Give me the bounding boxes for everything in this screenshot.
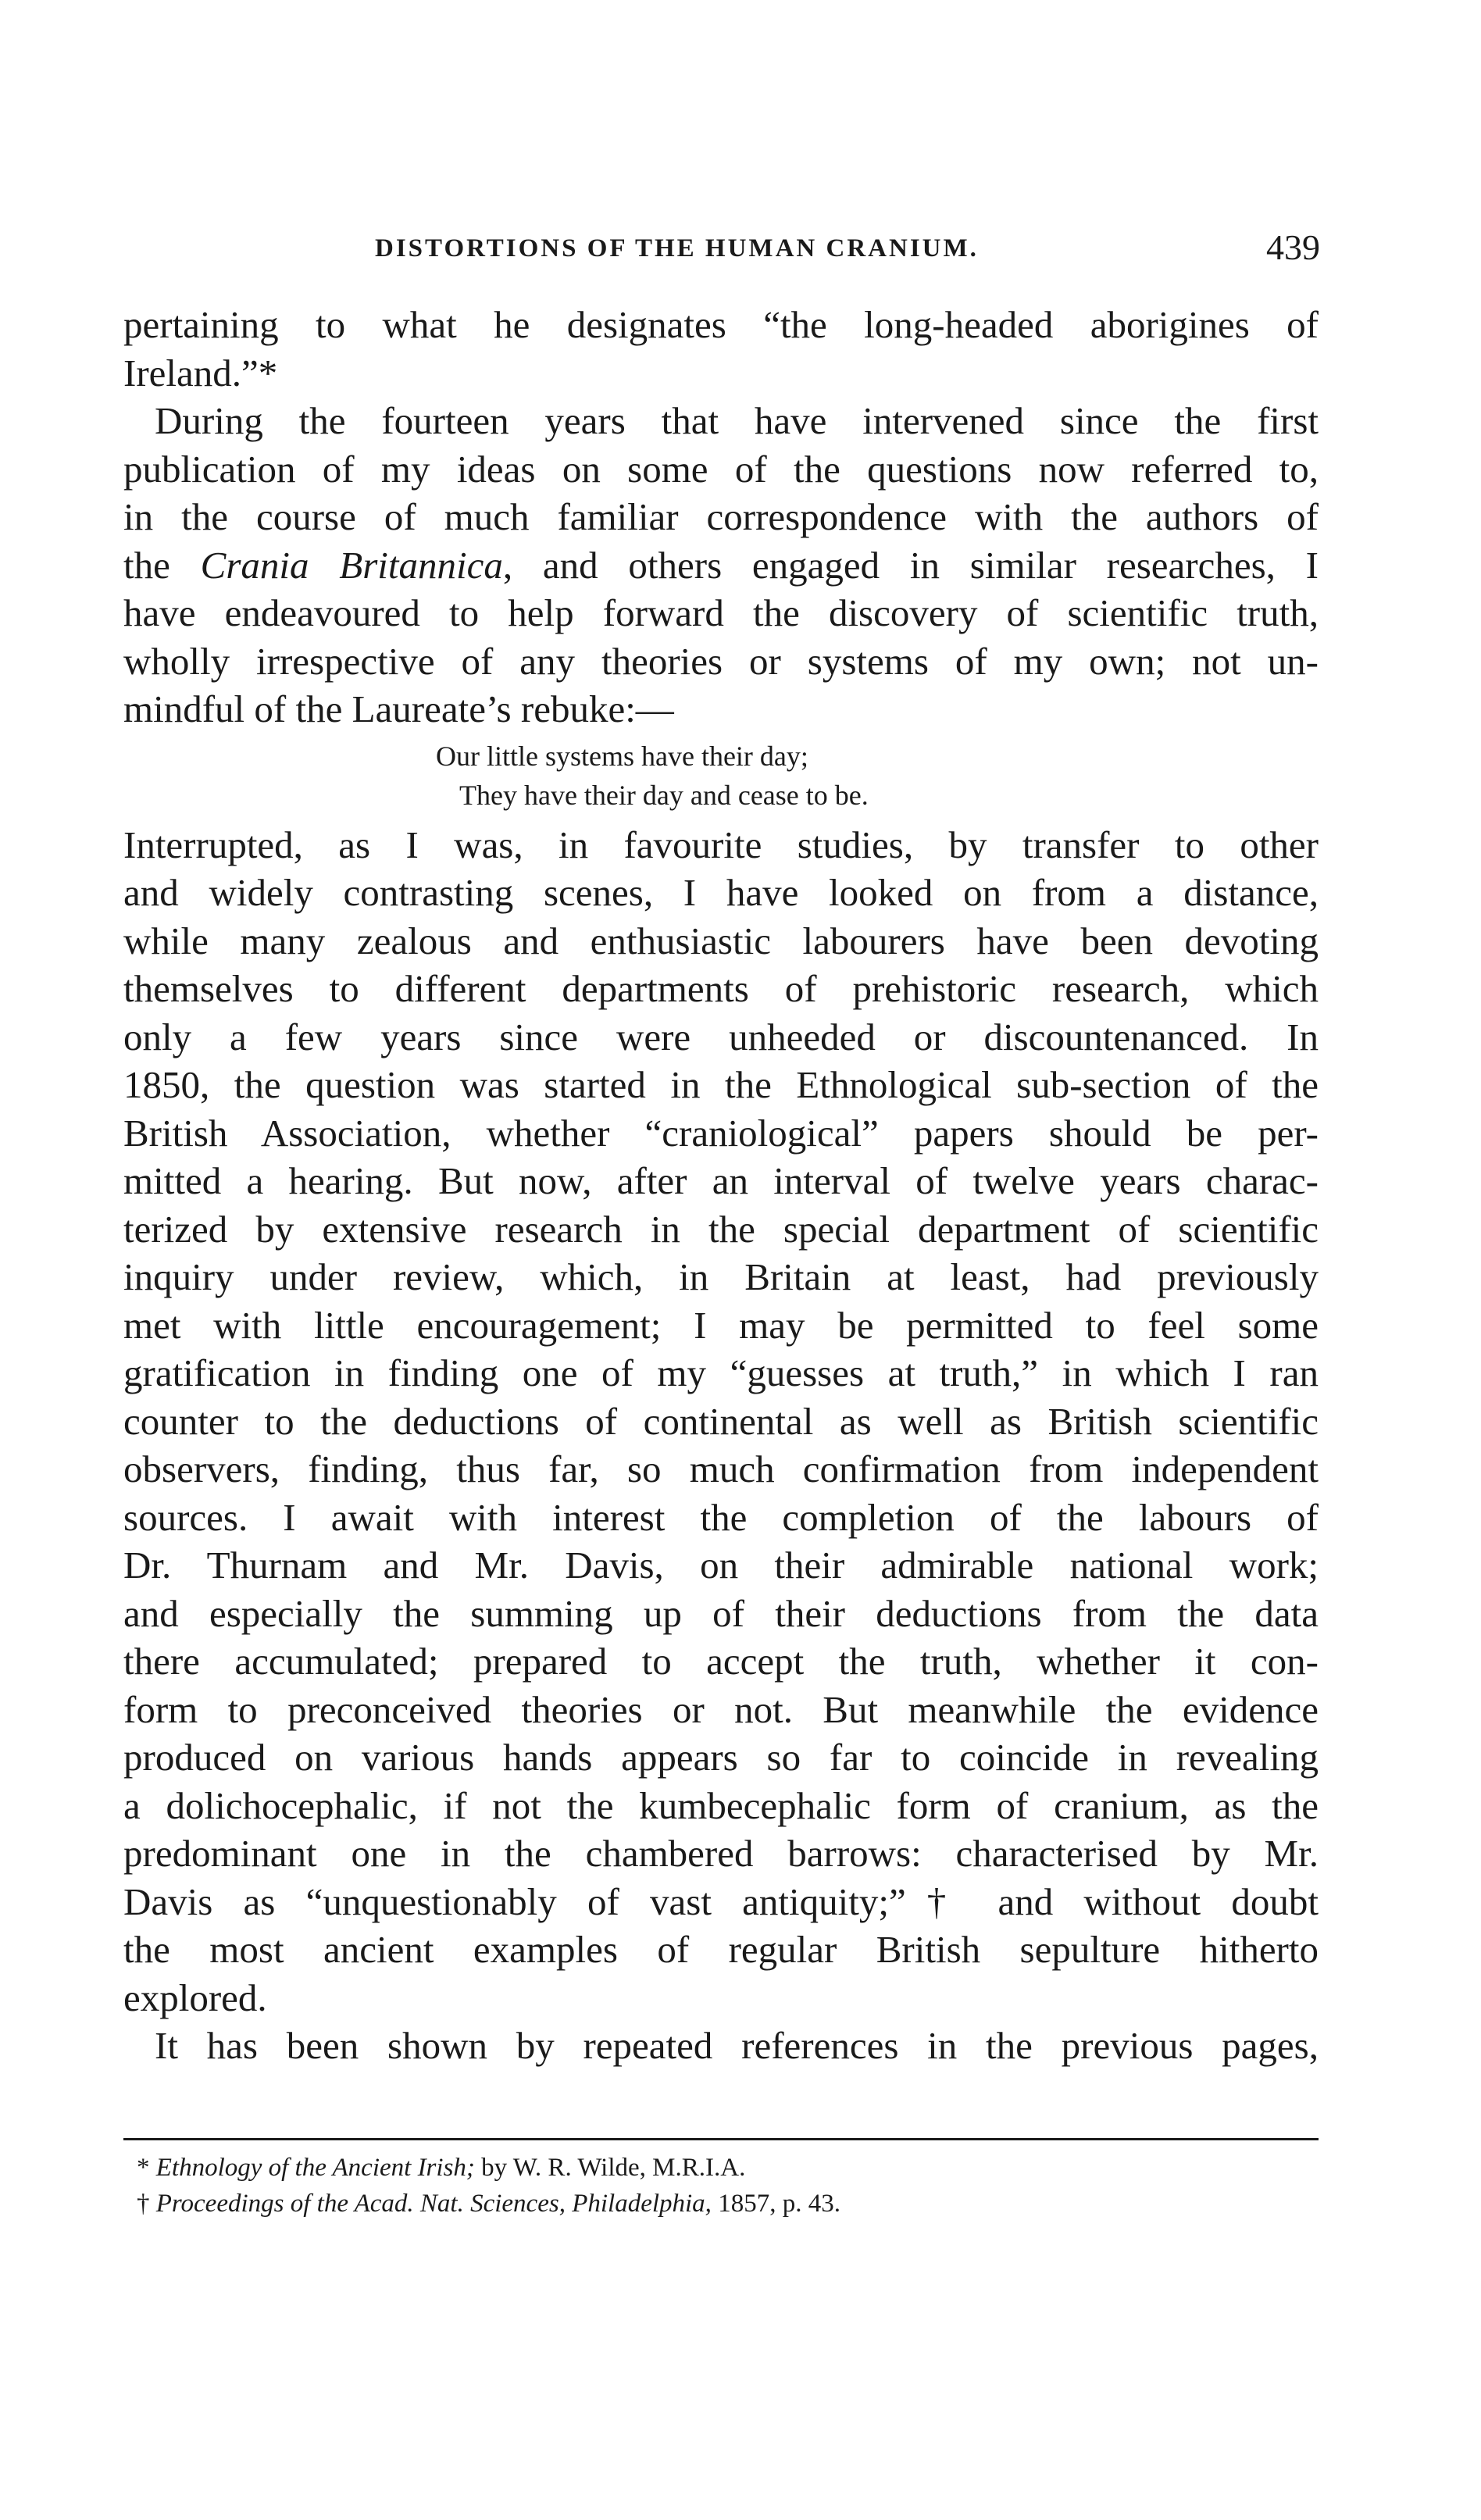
body-text — [123, 301, 1319, 2070]
text-line: Dr. Thurnam and Mr. Davis, on their admirable national work; — [123, 1544, 1319, 1587]
text-line: British Association, whether “craniological” papers should be per- — [123, 1111, 1319, 1155]
verse-line: They have their day and cease to be. — [459, 779, 869, 811]
text-line: gratification in finding one of my “guesses at truth,” in which I ran — [123, 1351, 1319, 1394]
text-line: and widely contrasting scenes, I have looked on from a distance, — [123, 871, 1319, 914]
text-line: there accumulated; prepared to accept the truth, whether it con- — [123, 1640, 1319, 1683]
text-line: mindful of the Laureate’s rebuke:— — [123, 687, 674, 730]
footnote-title: Proceedings of the Acad. Nat. Sciences, Philadelphia, — [155, 2190, 712, 2218]
text-line: only a few years since were unheeded or discountenanced. In — [123, 1015, 1319, 1058]
text-fragment: , and others engaged in similar researches, I — [502, 543, 1319, 587]
text-line: form to preconceived theories or not. But meanwhile the evidence — [123, 1687, 1319, 1731]
text-line-crania — [123, 541, 1319, 590]
text-line: pertaining to what he designates “the long-headed aborigines of — [123, 303, 1319, 346]
text-line: Interrupted, as I was, in favourite studies, by transfer to other — [123, 823, 1319, 866]
text-line: During the fourteen years that have intervened since the first — [155, 399, 1319, 442]
footnote-mark: † — [137, 2190, 150, 2218]
footnote-2 — [137, 2186, 1308, 2222]
text-line: observers, finding, thus far, so much confirmation from independent — [123, 1447, 1319, 1490]
footnote-text: by W. R. Wilde, M.R.I.A. — [474, 2154, 746, 2182]
footnote-1 — [137, 2150, 1308, 2186]
text-line: in the course of much familiar correspondence with the authors of — [123, 495, 1319, 538]
verse-quotation — [123, 737, 1319, 815]
text-line: It has been shown by repeated references in the previous pages, — [155, 2024, 1319, 2067]
footnotes — [137, 2150, 1308, 2222]
text-line: inquiry under review, which, in Britain at least, had previously — [123, 1255, 1319, 1298]
running-head — [125, 227, 1328, 281]
text-line: terized by extensive research in the special department of scientific — [123, 1207, 1319, 1251]
text-fragment: the — [123, 543, 201, 587]
footnote-rule — [123, 2138, 1319, 2140]
text-line: wholly irrespective of any theories or systems of my own; not un- — [123, 639, 1319, 683]
footnote-mark: * — [137, 2154, 150, 2182]
running-title: DISTORTIONS OF THE HUMAN CRANIUM. — [375, 234, 979, 262]
text-line: mitted a hearing. But now, after an interval of twelve years charac- — [123, 1159, 1319, 1202]
text-line: met with little encouragement; I may be permitted to feel some — [123, 1303, 1319, 1347]
text-line: 1850, the question was started in the Ethnological sub-section of the — [123, 1063, 1319, 1106]
text-line: themselves to different departments of prehistoric research, which — [123, 967, 1319, 1010]
text-line: and especially the summing up of their deductions from the data — [123, 1591, 1319, 1635]
text-line: produced on various hands appears so far to coincide in revealing — [123, 1736, 1319, 1779]
text-line: predominant one in the chambered barrows: characterised by Mr. — [123, 1832, 1319, 1875]
text-line: Davis as “unquestionably of vast antiquity;”† and without doubt — [123, 1879, 1319, 1923]
text-line: Ireland.”* — [123, 351, 278, 394]
footnote-text: 1857, p. 43. — [711, 2190, 840, 2218]
book-title: Crania Britannica — [200, 543, 503, 587]
text-line: counter to the deductions of continental as well as British scientific — [123, 1399, 1319, 1443]
text-line: a dolichocephalic, if not the kumbecephalic form of cranium, as the — [123, 1783, 1319, 1827]
text-line: sources. I await with interest the completion of the labours of — [123, 1495, 1319, 1539]
text-line: have endeavoured to help forward the discovery of scientific truth, — [123, 591, 1319, 634]
text-line: explored. — [123, 1976, 267, 2019]
footnote-title: Ethnology of the Ancient Irish; — [155, 2154, 475, 2182]
text-line: while many zealous and enthusiastic labourers have been devoting — [123, 919, 1319, 962]
text-line: publication of my ideas on some of the questions now referred to, — [123, 447, 1319, 491]
text-line: the most ancient examples of regular British sepulture hitherto — [123, 1928, 1319, 1971]
verse-line: Our little systems have their day; — [436, 740, 808, 772]
page-number: 439 — [1266, 227, 1320, 267]
